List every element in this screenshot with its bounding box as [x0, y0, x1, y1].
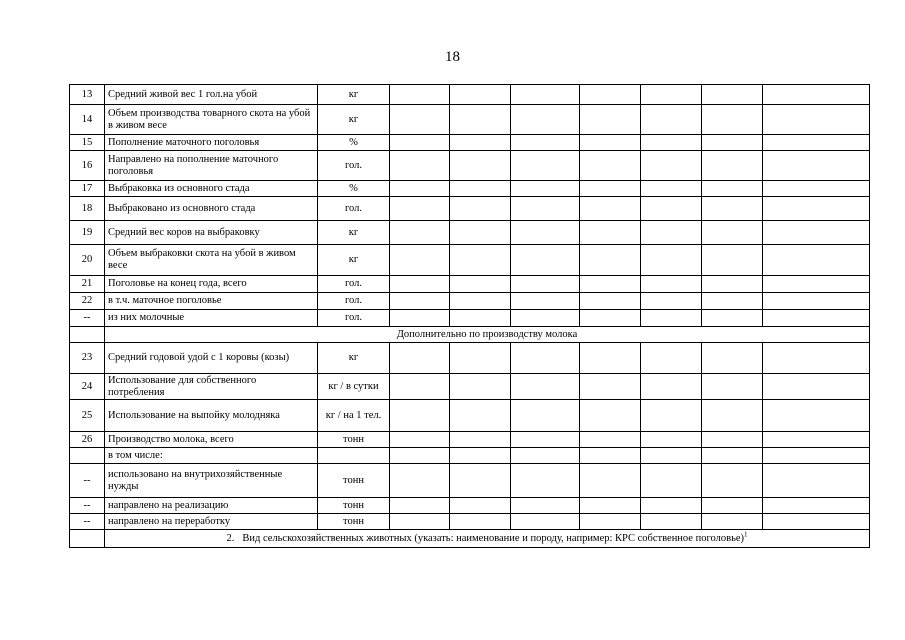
value-cell[interactable]: [390, 514, 450, 530]
value-cell[interactable]: [390, 276, 450, 293]
value-cell[interactable]: [390, 151, 450, 181]
value-cell[interactable]: [580, 197, 641, 221]
row-number: 26: [70, 432, 105, 448]
value-cell[interactable]: [580, 498, 641, 514]
value-cell[interactable]: [641, 181, 702, 197]
value-cell[interactable]: [511, 151, 580, 181]
row-number: 18: [70, 197, 105, 221]
value-cell[interactable]: [580, 464, 641, 498]
value-cell[interactable]: [702, 151, 763, 181]
table-row: [70, 374, 870, 400]
table-row: [70, 432, 870, 448]
table-row: [70, 151, 870, 181]
table-row: [70, 135, 870, 151]
indicator-name: Средний вес коров на выбраковку: [105, 221, 318, 245]
value-cell[interactable]: [580, 105, 641, 135]
row-number: 16: [70, 151, 105, 181]
value-cell[interactable]: [702, 85, 763, 105]
table-row: [70, 448, 870, 464]
value-cell[interactable]: [702, 245, 763, 276]
indicator-name: Средний живой вес 1 гол.на убой: [105, 85, 318, 105]
table-row: [70, 498, 870, 514]
data-table: [69, 84, 870, 548]
unit-cell: гол.: [318, 276, 390, 293]
table-row: [70, 514, 870, 530]
indicator-name: Использование для собственного потребления: [105, 374, 318, 400]
value-cell[interactable]: [390, 105, 450, 135]
value-cell[interactable]: [450, 514, 511, 530]
unit-cell: кг / на 1 тел.: [318, 400, 390, 432]
value-cell[interactable]: [641, 464, 702, 498]
value-cell[interactable]: [702, 310, 763, 327]
row-number: 15: [70, 135, 105, 151]
footer-row: [70, 530, 870, 548]
value-cell[interactable]: [702, 197, 763, 221]
value-cell[interactable]: [450, 135, 511, 151]
value-cell[interactable]: [450, 432, 511, 448]
table-row: [70, 221, 870, 245]
value-cell[interactable]: [580, 343, 641, 374]
value-cell[interactable]: [641, 343, 702, 374]
value-cell[interactable]: [641, 448, 702, 464]
value-cell[interactable]: [763, 151, 870, 181]
value-cell[interactable]: [450, 221, 511, 245]
value-cell[interactable]: [511, 105, 580, 135]
unit-cell: гол.: [318, 293, 390, 310]
value-cell[interactable]: [641, 197, 702, 221]
value-cell[interactable]: [641, 310, 702, 327]
value-cell[interactable]: [450, 276, 511, 293]
indicator-name: направлено на реализацию: [105, 498, 318, 514]
value-cell[interactable]: [511, 197, 580, 221]
value-cell[interactable]: [450, 464, 511, 498]
value-cell[interactable]: [763, 374, 870, 400]
indicator-name: Поголовье на конец года, всего: [105, 276, 318, 293]
value-cell[interactable]: [763, 432, 870, 448]
value-cell[interactable]: [511, 293, 580, 310]
value-cell[interactable]: [511, 276, 580, 293]
unit-cell: тонн: [318, 432, 390, 448]
value-cell[interactable]: [511, 374, 580, 400]
value-cell[interactable]: [763, 514, 870, 530]
row-number: 13: [70, 85, 105, 105]
value-cell[interactable]: [390, 197, 450, 221]
footer-caption: [105, 530, 870, 548]
row-number: --: [70, 514, 105, 530]
value-cell[interactable]: [450, 181, 511, 197]
value-cell[interactable]: [450, 310, 511, 327]
value-cell[interactable]: [641, 374, 702, 400]
value-cell[interactable]: [450, 343, 511, 374]
unit-cell: кг: [318, 245, 390, 276]
footer-blank-cell: [70, 530, 105, 548]
value-cell[interactable]: [450, 197, 511, 221]
table-row: [70, 105, 870, 135]
value-cell[interactable]: [702, 105, 763, 135]
value-cell[interactable]: [580, 432, 641, 448]
unit-cell: тонн: [318, 464, 390, 498]
value-cell[interactable]: [580, 181, 641, 197]
unit-cell: кг: [318, 105, 390, 135]
value-cell[interactable]: [450, 151, 511, 181]
value-cell[interactable]: [511, 221, 580, 245]
value-cell[interactable]: [390, 293, 450, 310]
indicator-name: Средний годовой удой с 1 коровы (козы): [105, 343, 318, 374]
value-cell[interactable]: [580, 85, 641, 105]
row-number: [70, 448, 105, 464]
value-cell[interactable]: [641, 135, 702, 151]
indicator-name: в т.ч. маточное поголовье: [105, 293, 318, 310]
indicator-name: Направлено на пополнение маточного поголовья: [105, 151, 318, 181]
value-cell[interactable]: [390, 135, 450, 151]
indicator-name: направлено на переработку: [105, 514, 318, 530]
value-cell[interactable]: [763, 135, 870, 151]
indicator-name: Выбраковано из основного стада: [105, 197, 318, 221]
value-cell[interactable]: [641, 432, 702, 448]
value-cell[interactable]: [763, 85, 870, 105]
unit-cell: кг: [318, 343, 390, 374]
value-cell[interactable]: [511, 432, 580, 448]
value-cell[interactable]: [763, 245, 870, 276]
indicator-name: Объем выбраковки скота на убой в живом весе: [105, 245, 318, 276]
page-number: 18: [445, 49, 460, 65]
value-cell[interactable]: [450, 498, 511, 514]
value-cell[interactable]: [641, 245, 702, 276]
value-cell[interactable]: [641, 498, 702, 514]
value-cell[interactable]: [763, 105, 870, 135]
value-cell[interactable]: [641, 293, 702, 310]
value-cell[interactable]: [580, 221, 641, 245]
value-cell[interactable]: [641, 514, 702, 530]
table-row: [70, 181, 870, 197]
footer-number: 2.: [226, 532, 235, 544]
value-cell[interactable]: [511, 310, 580, 327]
table-row: [70, 400, 870, 432]
row-number: --: [70, 310, 105, 327]
value-cell[interactable]: [702, 276, 763, 293]
row-number: 23: [70, 343, 105, 374]
value-cell[interactable]: [641, 400, 702, 432]
table-row: [70, 293, 870, 310]
value-cell[interactable]: [390, 343, 450, 374]
value-cell[interactable]: [763, 448, 870, 464]
value-cell[interactable]: [763, 197, 870, 221]
indicator-name: Пополнение маточного поголовья: [105, 135, 318, 151]
value-cell[interactable]: [580, 448, 641, 464]
row-number: --: [70, 464, 105, 498]
value-cell[interactable]: [580, 245, 641, 276]
row-number: 21: [70, 276, 105, 293]
value-cell[interactable]: [702, 514, 763, 530]
value-cell[interactable]: [511, 181, 580, 197]
value-cell[interactable]: [580, 514, 641, 530]
value-cell[interactable]: [511, 343, 580, 374]
value-cell[interactable]: [450, 400, 511, 432]
value-cell[interactable]: [641, 85, 702, 105]
value-cell[interactable]: [580, 374, 641, 400]
row-number: --: [70, 498, 105, 514]
value-cell[interactable]: [511, 245, 580, 276]
value-cell[interactable]: [511, 464, 580, 498]
table-row: [70, 197, 870, 221]
value-cell[interactable]: [702, 432, 763, 448]
value-cell[interactable]: [763, 310, 870, 327]
value-cell[interactable]: [763, 293, 870, 310]
value-cell[interactable]: [450, 105, 511, 135]
unit-cell: тонн: [318, 498, 390, 514]
value-cell[interactable]: [450, 374, 511, 400]
footer-text: Вид сельскохозяйственных животных (указать: наименование и породу, например: КРС собственное поголовье): [242, 532, 745, 544]
value-cell[interactable]: [702, 448, 763, 464]
indicator-name: Объем производства товарного скота на убой в живом весе: [105, 105, 318, 135]
value-cell[interactable]: [390, 464, 450, 498]
value-cell[interactable]: [641, 105, 702, 135]
section-title: Дополнительно по производству молока: [105, 327, 870, 343]
value-cell[interactable]: [450, 245, 511, 276]
value-cell[interactable]: [641, 221, 702, 245]
value-cell[interactable]: [763, 276, 870, 293]
section-blank-cell: [70, 327, 105, 343]
table-row: [70, 464, 870, 498]
value-cell[interactable]: [641, 151, 702, 181]
value-cell[interactable]: [450, 85, 511, 105]
unit-cell: %: [318, 135, 390, 151]
unit-cell: тонн: [318, 514, 390, 530]
indicator-name: из них молочные: [105, 310, 318, 327]
value-cell[interactable]: [390, 245, 450, 276]
table-row: [70, 310, 870, 327]
value-cell[interactable]: [702, 464, 763, 498]
row-number: 14: [70, 105, 105, 135]
value-cell[interactable]: [702, 498, 763, 514]
indicator-name: Использование на выпойку молодняка: [105, 400, 318, 432]
value-cell[interactable]: [390, 85, 450, 105]
value-cell[interactable]: [702, 181, 763, 197]
indicator-name: Производство молока, всего: [105, 432, 318, 448]
value-cell[interactable]: [450, 293, 511, 310]
value-cell[interactable]: [763, 343, 870, 374]
value-cell[interactable]: [763, 498, 870, 514]
footnote-mark: 1: [744, 530, 748, 538]
value-cell[interactable]: [641, 276, 702, 293]
unit-cell: гол.: [318, 310, 390, 327]
value-cell[interactable]: [511, 448, 580, 464]
value-cell[interactable]: [763, 181, 870, 197]
value-cell[interactable]: [763, 221, 870, 245]
value-cell[interactable]: [580, 151, 641, 181]
indicator-name: Выбраковка из основного стада: [105, 181, 318, 197]
value-cell[interactable]: [702, 221, 763, 245]
row-number: 17: [70, 181, 105, 197]
value-cell[interactable]: [580, 276, 641, 293]
value-cell[interactable]: [511, 400, 580, 432]
section-row: [70, 327, 870, 343]
unit-cell: [318, 448, 390, 464]
unit-cell: кг: [318, 221, 390, 245]
value-cell[interactable]: [580, 293, 641, 310]
row-number: 20: [70, 245, 105, 276]
unit-cell: кг: [318, 85, 390, 105]
value-cell[interactable]: [511, 85, 580, 105]
row-number: 19: [70, 221, 105, 245]
value-cell[interactable]: [450, 448, 511, 464]
value-cell[interactable]: [390, 432, 450, 448]
value-cell[interactable]: [702, 293, 763, 310]
unit-cell: гол.: [318, 151, 390, 181]
table-row: [70, 343, 870, 374]
unit-cell: %: [318, 181, 390, 197]
row-number: 24: [70, 374, 105, 400]
value-cell[interactable]: [511, 514, 580, 530]
indicator-name: использовано на внутрихозяйственные нужды: [105, 464, 318, 498]
value-cell[interactable]: [390, 498, 450, 514]
table-row: [70, 85, 870, 105]
row-number: 22: [70, 293, 105, 310]
value-cell[interactable]: [390, 221, 450, 245]
indicator-name: в том числе:: [105, 448, 318, 464]
value-cell[interactable]: [390, 400, 450, 432]
table-row: [70, 276, 870, 293]
unit-cell: гол.: [318, 197, 390, 221]
value-cell[interactable]: [580, 135, 641, 151]
table-row: [70, 245, 870, 276]
value-cell[interactable]: [702, 135, 763, 151]
value-cell[interactable]: [511, 135, 580, 151]
value-cell[interactable]: [580, 310, 641, 327]
row-number: 25: [70, 400, 105, 432]
value-cell[interactable]: [390, 181, 450, 197]
value-cell[interactable]: [763, 400, 870, 432]
value-cell[interactable]: [390, 310, 450, 327]
value-cell[interactable]: [763, 464, 870, 498]
value-cell[interactable]: [580, 400, 641, 432]
value-cell[interactable]: [511, 498, 580, 514]
value-cell[interactable]: [702, 374, 763, 400]
value-cell[interactable]: [390, 374, 450, 400]
value-cell[interactable]: [702, 400, 763, 432]
value-cell[interactable]: [702, 343, 763, 374]
value-cell[interactable]: [390, 448, 450, 464]
unit-cell: кг / в сутки: [318, 374, 390, 400]
